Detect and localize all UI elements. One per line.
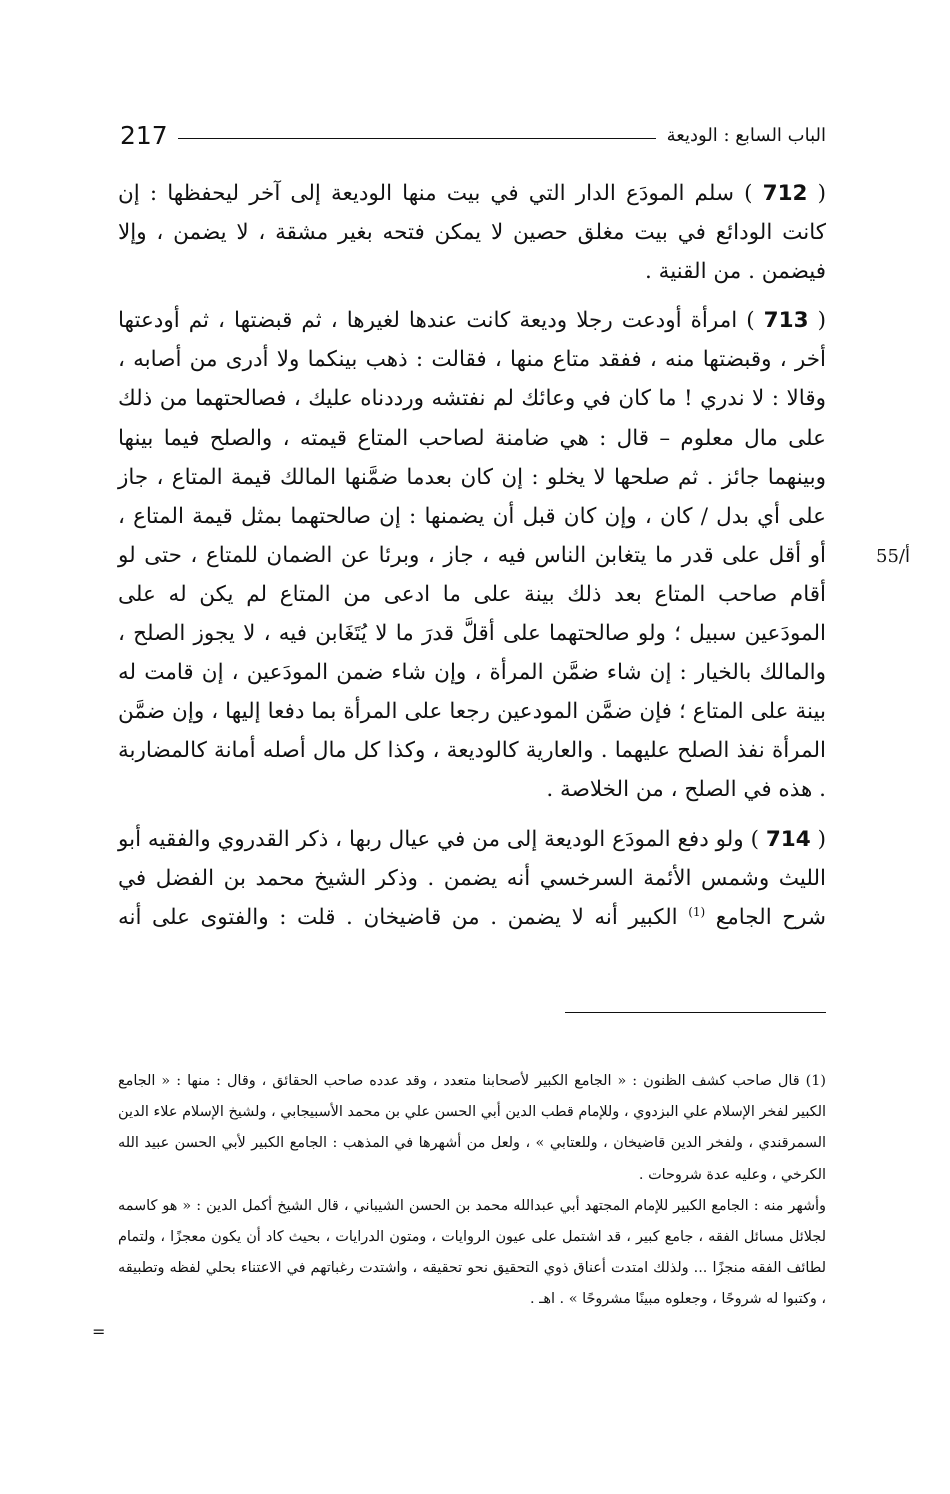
chapter-title: الباب السابع : الوديعة xyxy=(666,125,826,146)
paragraph-714 xyxy=(118,820,826,937)
paragraph-712 xyxy=(118,174,826,291)
paren-close: ) xyxy=(750,826,766,852)
footnotes xyxy=(118,1066,826,1316)
paren-open: ( xyxy=(807,181,826,206)
footnote-1-continued: وأشهر منه : الجامع الكبير للإمام المجتهد أبي عبدالله محمد بن الحسن الشيباني ، قال الشيخ أكمل الدين : « هو كاسمه لجلائل مسائل الفقه ، جامع كبير ، قد اشتمل على عيون الروايات ، ومتون الدرايات ، بحيث كاد أن يكون معجزًا ، ولتمام لطائف الفقه منجزًا ... ولذلك امتدت أعناق ذوي التحقيق نحو تحقيقه ، واشتدت رغباتهم في الاعتناء بحلي لفظه وتطبيقه ، وكتبوا له شروحًا ، وجعلوه مبينًا مشروحًا » . اهـ . xyxy=(118,1197,826,1308)
continuation-mark: = xyxy=(92,1322,106,1341)
paragraph-713 xyxy=(118,301,826,809)
page-number: 217 xyxy=(120,121,168,150)
footnote-1: (1) قال صاحب كشف الظنون : « الجامع الكبير لأصحابنا متعدد ، وقد عدده صاحب الحقائق ، وقال : منها : « الجامع الكبير لفخر الإسلام علي البزدوي ، وللإمام قطب الدين أبي الحسن علي بن محمد الأسبيجابي ، ولشيخ الإسلام علاء الدين السمرقندي ، ولفخر الدين قاضيخان ، وللعتابي » ، ولعل من أشهرها في المذهب : الجامع الكبير لأبي الحسن عبيد الله الكرخي ، وعليه عدة شروحات . xyxy=(118,1073,826,1183)
footnote-reference: (1) xyxy=(688,904,706,919)
entry-number: 713 xyxy=(763,308,809,334)
manuscript-folio-note: 55/أ xyxy=(876,546,910,567)
paren-open: ( xyxy=(810,826,826,852)
header-rule xyxy=(178,138,656,139)
footnote-separator xyxy=(565,1012,826,1013)
page-header xyxy=(120,118,826,154)
paragraph-text: سلم المودَع الدار التي في بيت منها الوديعة إلى آخر ليحفظها : إن كانت الودائع في بيت مغلق حصين لا يمكن فتحه بغير مشقة ، لا يضمن ، وإلا فيضمن . من القنية . xyxy=(118,181,826,285)
entry-number: 712 xyxy=(762,181,808,206)
paren-open: ( xyxy=(808,308,826,334)
entry-number: 714 xyxy=(765,826,811,852)
paragraph-text: ولو دفع المودَع الوديعة إلى من في عيال ربها ، ذكر القدروي والفقيه أبو الليث وشمس الأئمة السرخسي أنه يضمن . وذكر الشيخ محمد بن الفضل في شرح الجامع xyxy=(118,826,826,930)
paragraph-text: امرأة أودعت رجلا وديعة كانت عندها لغيرها ، ثم قبضتها ، ثم أودعتها أخر ، وقبضتها منه ، ففقد متاع منها ، فقالت : ذهب بينكما ولا أدرى من أصابه ، وقالا : لا ندري ! ما كان في وعائك لم نفتشه ورددناه عليك ، فصالحتهما من ذلك على مال معلوم – قال : هي ضامنة لصاحب المتاع قيمته ، والصلح فيما بينها وبينهما جائز . ثم صلحها لا يخلو : إن كان بعدما ضمَّنها المالك قيمة المتاع ، جاز على أي بدل / كان ، وإن كان قبل أن يضمنها : إن صالحتهما بمثل قيمة المتاع ، أو أقل على قدر ما يتغابن الناس فيه ، جاز ، وبرئا عن الضمان للمتاع ، حتى لو أقام صاحب المتاع بعد ذلك بينة على ما ادعى من المتاع لم يكن له على المودَعين سبيل ؛ ولو صالحتهما على أقلَّ قدرَ ما لا يُتَغَابن فيه ، لا يجوز الصلح ، والمالك بالخيار : إن شاء ضمَّن المرأة ، وإن شاء ضمن المودَعين ، إن قامت له بينة على المتاع ؛ فإن ضمَّن المودعين رجعا على المرأة بما دفعا إليها ، وإن ضمَّن المرأة نفذ الصلح عليهما . والعارية كالوديعة ، وكذا كل مال أصله أمانة كالمضاربة . هذه في الصلح ، من الخلاصة . xyxy=(118,308,826,803)
paren-close: ) xyxy=(746,308,764,334)
paragraph-text-continued: الكبير أنه لا يضمن . من قاضيخان . قلت : والفتوى على أنه xyxy=(118,904,689,930)
main-text xyxy=(118,174,826,947)
paren-close: ) xyxy=(744,181,763,206)
